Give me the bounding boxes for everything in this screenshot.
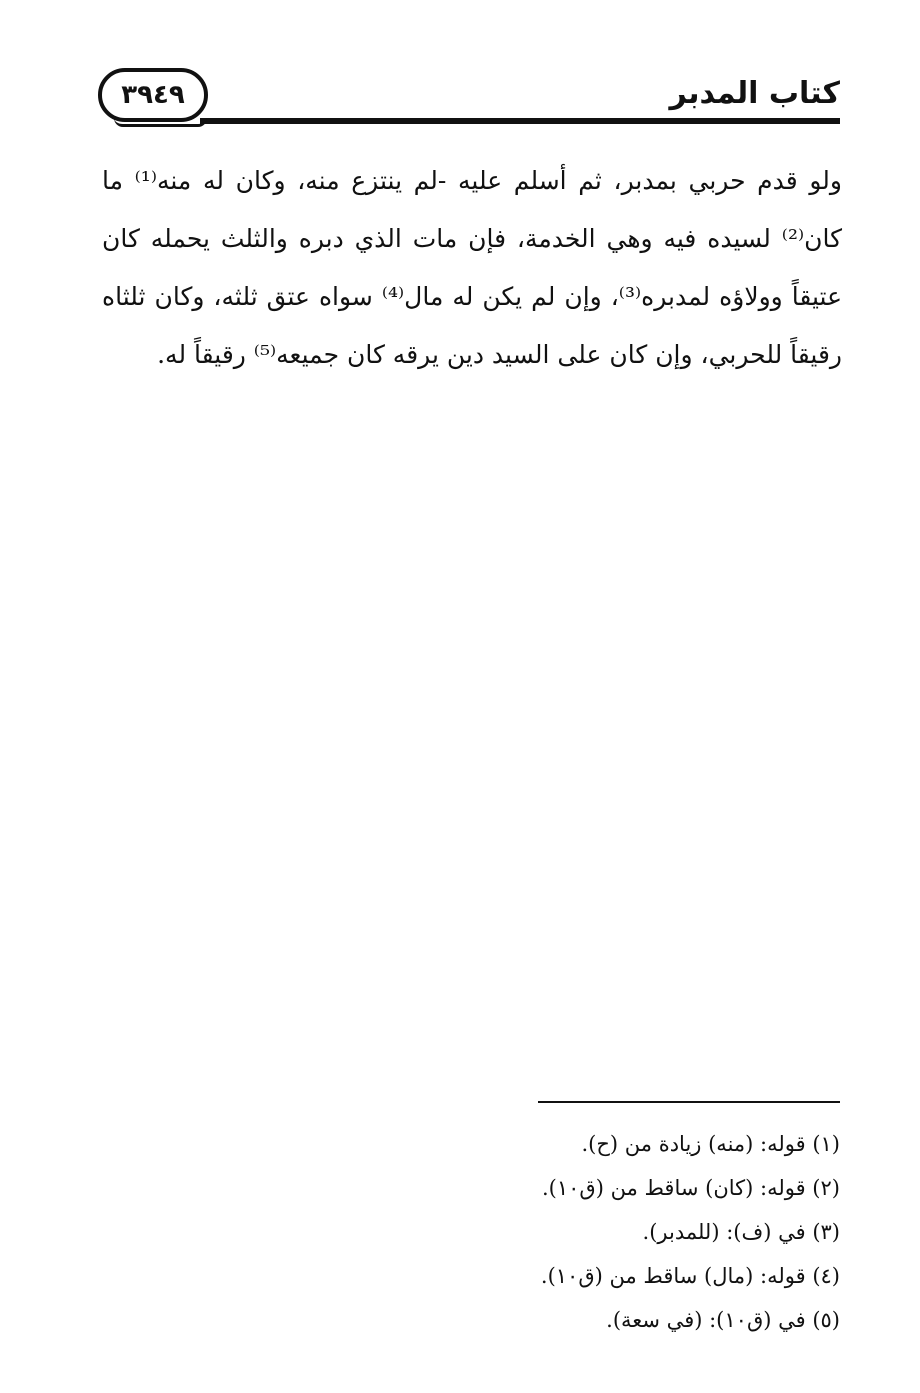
footnote-1: (١) قوله: (منه) زيادة من (ح). [581,1132,840,1156]
footnotes [340,1122,840,1342]
main-text [102,152,842,384]
page-header [0,0,920,140]
footnote-divider [538,1101,840,1103]
footnote-5: (٥) في (ق١٠): (في سعة). [606,1308,840,1332]
body-paragraph: ولو قدم حربي بمدبر، ثم أسلم عليه -لم ينتزع منه، وكان له منه⁽¹⁾ ما كان⁽²⁾ لسيده فيه وهي الخدمة، فإن مات الذي دبره والثلث يحمله كان عتيقاً وولاؤه لمدبره⁽³⁾، وإن لم يكن له مال⁽⁴⁾ سواه عتق ثلثه، وكان ثلثاه رقيقاً للحربي، وإن كان على السيد دين يرقه كان جميعه⁽⁵⁾ رقيقاً له. [102,166,842,369]
header-rule [200,118,840,124]
book-title: كتاب المدبر [669,76,840,111]
page-number: ٣٩٤٩ [121,80,185,110]
footnote-2: (٢) قوله: (كان) ساقط من (ق١٠). [541,1176,840,1200]
footnote-4: (٤) قوله: (مال) ساقط من (ق١٠). [540,1264,840,1288]
footnote-3: (٣) في (ف): (للمدبر). [642,1220,840,1244]
page-number-badge [98,68,208,122]
